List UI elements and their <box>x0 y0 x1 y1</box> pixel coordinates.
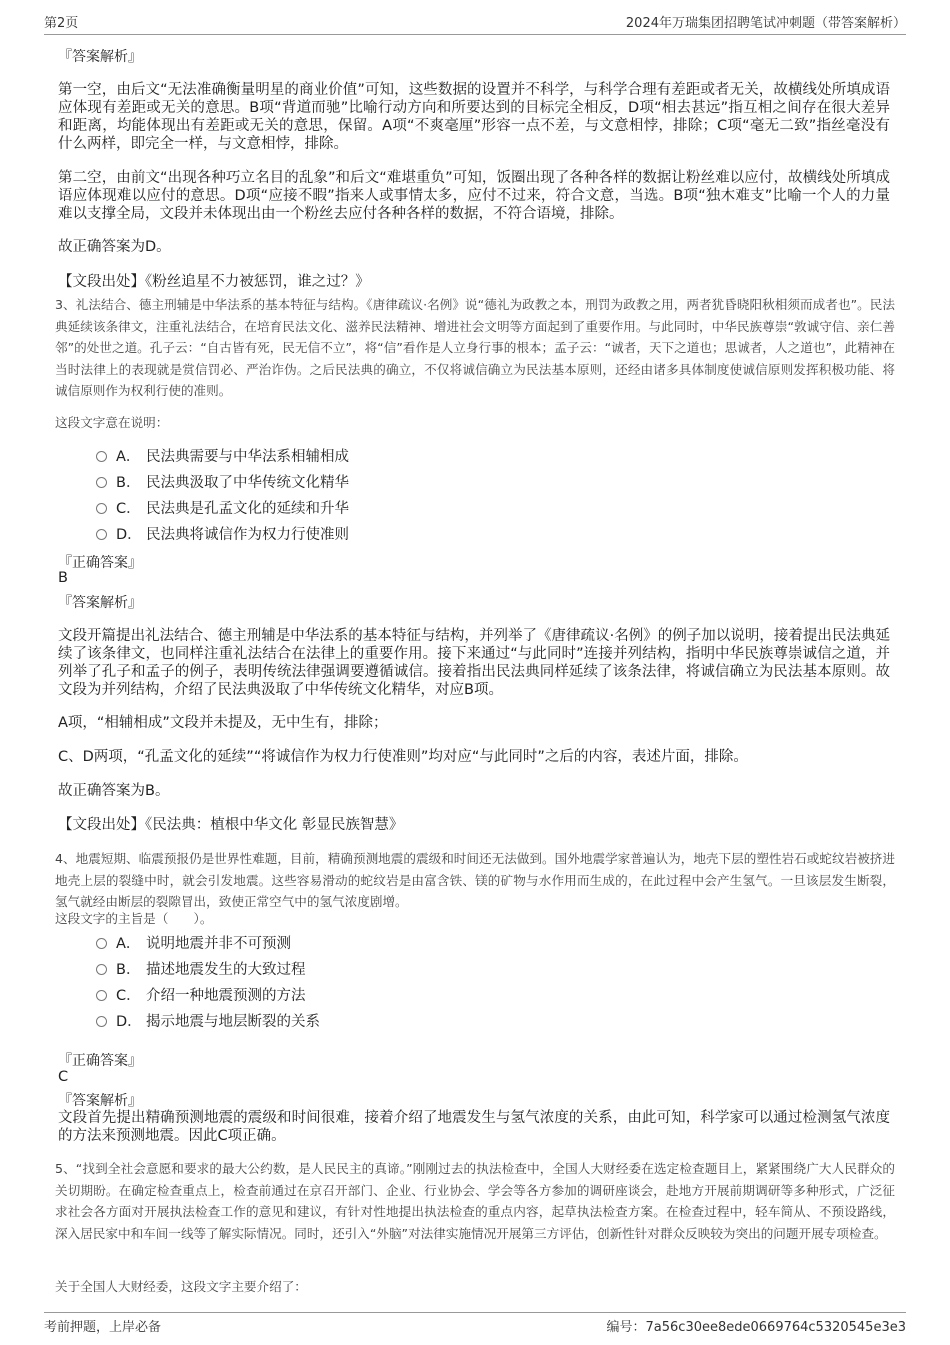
radio-icon[interactable] <box>96 529 107 540</box>
document-id: 编号：7a56c30ee8ede0669764c5320545e3e3 <box>606 1320 906 1335</box>
option-a[interactable]: A． 说明地震并非不可预测 <box>96 932 291 952</box>
radio-icon[interactable] <box>96 1016 107 1027</box>
option-b[interactable]: B． 描述地震发生的大致过程 <box>96 958 306 978</box>
option-c[interactable]: C． 民法典是孔孟文化的延续和升华 <box>96 497 349 517</box>
option-a[interactable]: A． 民法典需要与中华法系相辅相成 <box>96 445 349 465</box>
question-stem: 关于全国人大财经委，这段文字主要介绍了： <box>55 1279 307 1294</box>
analysis-label: 『答案解析』 <box>58 1093 142 1109</box>
page-footer <box>44 1312 906 1335</box>
analysis-label: 『答案解析』 <box>58 49 142 65</box>
page-number: 第2页 <box>44 16 79 31</box>
question-text: 4、地震短期、临震预报仍是世界性难题，目前，精确预测地震的震级和时间还无法做到。国外地震学家普遍认为，地壳下层的塑性岩石或蛇纹岩被挤进地壳上层的裂缝中时，就会引发地震。这些容易滑动的蛇纹岩是由富含铁、镁的矿物与水作用而生成的，在此过程中会产生氢气。一旦该层发生断裂，氢气就经由断层的裂隙冒出，致使正常空气中的氢气浓度剧增。 <box>55 851 895 909</box>
analysis-paragraph: 第二空，由前文“出现各种巧立名目的乱象”和后文“难堪重负”可知，饭圈出现了各种各样的数据让粉丝难以应付，故横线处所填成语应体现难以应付的意思。D项“应接不暇”指来人或事情太多，应付不过来，符合文意，当选。B项“独木难支”比喻一个人的力量难以支撑全局，文段并未体现出由一个粉丝去应付各种各样的数据，不符合语境，排除。 <box>58 170 890 222</box>
source-citation: 【文段出处】《民法典：植根中华文化 彰显民族智慧》 <box>58 817 404 833</box>
option-c[interactable]: C． 介绍一种地震预测的方法 <box>96 984 306 1004</box>
page-header <box>44 12 906 35</box>
question-text: 3、礼法结合、德主刑辅是中华法系的基本特征与结构。《唐律疏议·名例》说“德礼为政教之本，刑罚为政教之用，两者犹昏晓阳秋相须而成者也”。民法典延续该条律文，注重礼法结合，在培育民法文化、滋养民法精神、增进社会文明等方面起到了重要作用。与此同时，中华民族尊崇“敦诚守信、亲仁善邻”的处世之道。孔子云：“自古皆有死，民无信不立”，将“信”看作是人立身行事的根本；孟子云：“诚者，天下之道也；思诚者，人之道也”，此精神在当时法律上的表现就是赏信罚必、严治诈伪。之后民法典的确立，不仅将诚信确立为民法基本原则，还经由诸多具体制度使诚信原则发挥积极功能、将诚信原则作为权利行使的准则。 <box>55 297 895 398</box>
correct-answer: B <box>58 570 68 586</box>
analysis-paragraph: 文段首先提出精确预测地震的震级和时间很难，接着介绍了地震发生与氢气浓度的关系，由此可知，科学家可以通过检测氢气浓度的方法来预测地震。因此C项正确。 <box>58 1110 890 1144</box>
radio-icon[interactable] <box>96 938 107 949</box>
option-b[interactable]: B． 民法典汲取了中华传统文化精华 <box>96 471 349 491</box>
correct-answer-label: 『正确答案』 <box>58 555 142 571</box>
radio-icon[interactable] <box>96 503 107 514</box>
radio-icon[interactable] <box>96 451 107 462</box>
question-stem: 这段文字意在说明： <box>55 415 169 430</box>
document-title: 2024年万瑞集团招聘笔试冲刺题（带答案解析） <box>625 16 906 31</box>
analysis-label: 『答案解析』 <box>58 595 142 611</box>
option-d[interactable]: D． 民法典将诚信作为权力行使准则 <box>96 523 349 543</box>
conclusion: 故正确答案为D。 <box>58 239 171 255</box>
question-stem: 这段文字的主旨是（ ）。 <box>55 911 213 926</box>
option-d[interactable]: D． 揭示地震与地层断裂的关系 <box>96 1010 320 1030</box>
radio-icon[interactable] <box>96 990 107 1001</box>
analysis-paragraph: C、D两项，“孔孟文化的延续”“将诚信作为权力行使准则”均对应“与此同时”之后的内容，表述片面，排除。 <box>58 749 748 765</box>
correct-answer-label: 『正确答案』 <box>58 1053 142 1069</box>
correct-answer: C <box>58 1069 69 1085</box>
footer-slogan: 考前押题，上岸必备 <box>44 1320 162 1335</box>
analysis-paragraph: 第一空，由后文“无法准确衡量明星的商业价值”可知，这些数据的设置并不科学，与科学合理有差距或者无关，故横线处所填成语应体现有差距或无关的意思。B项“背道而驰”比喻行动方向和所要达到的目标完全相反，D项“相去甚远”指互相之间存在很大差异和距离，均能体现出有差距或无关的意思，保留。A项“不爽毫厘”形容一点不差，与文意相悖，排除；C项“毫无二致”指丝毫没有什么两样，即完全一样，与文意相悖，排除。 <box>58 82 890 152</box>
analysis-paragraph: 文段开篇提出礼法结合、德主刑辅是中华法系的基本特征与结构，并列举了《唐律疏议·名例》的例子加以说明，接着提出民法典延续了该条律文，也同样注重礼法结合在法律上的重要作用。接下来通过“与此同时”连接并列结构，指明中华民族尊崇诚信之道，并列举了孔子和孟子的例子，表明传统法律强调要遵循诚信。接着指出民法典同样延续了该条法律，将诚信确立为民法基本原则。故文段为并列结构，介绍了民法典汲取了中华传统文化精华，对应B项。 <box>58 628 890 698</box>
analysis-paragraph: A项，“相辅相成”文段并未提及，无中生有，排除； <box>58 715 388 731</box>
radio-icon[interactable] <box>96 964 107 975</box>
source-citation: 【文段出处】《粉丝追星不力被惩罚，谁之过？》 <box>58 274 370 290</box>
question-text: 5、“找到全社会意愿和要求的最大公约数，是人民民主的真谛。”刚刚过去的执法检查中，全国人大财经委在选定检查题目上，紧紧围绕广大人民群众的关切期盼。在确定检查重点上，检查前通过在京召开部门、企业、行业协会、学会等各方参加的调研座谈会，赴地方开展前期调研等多种形式，广泛征求社会各方面对开展执法检查工作的意见和建议，有针对性地提出执法检查的重点内容，起草执法检查方案。在检查过程中，轻车简从、不预设路线，深入居民家中和车间一线等了解实际情况。同时，还引入“外脑”对法律实施情况开展第三方评估，创新性针对群众反映较为突出的问题开展专项检查。 <box>55 1161 895 1241</box>
radio-icon[interactable] <box>96 477 107 488</box>
conclusion: 故正确答案为B。 <box>58 783 170 799</box>
